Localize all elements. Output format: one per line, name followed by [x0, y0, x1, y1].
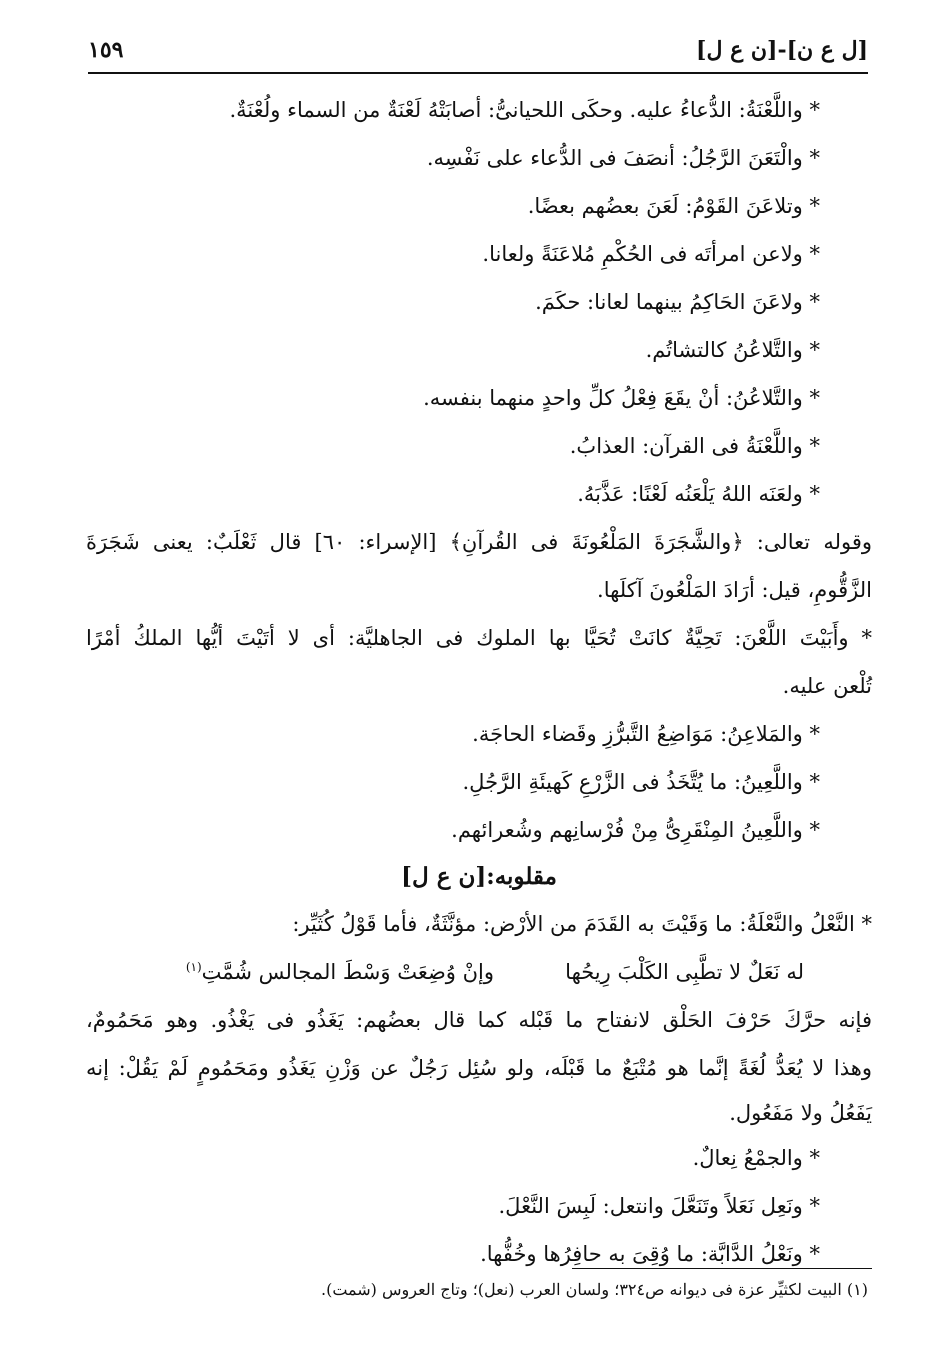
entry-line: * والْتَعَنَ الرَّجُلُ: أنصَفَ فى الدُّعاء على نَفْسِه. — [426, 146, 820, 170]
entry-line: * والتَّلاعُنُ كالتشاتُم. — [645, 338, 820, 362]
entry-line: * ولاعن امرأتَه فى الحُكْمِ مُلاعَنَةً ولعانا. — [482, 242, 820, 266]
paragraph-line: وقوله تعالى: ﴿والشَّجَرَةَ المَلْعُونَةَ فى القُرآنِ﴾ [الإسراء: ٦٠] قال ثَعْلَبٌ: يعنى شَجَرَةَ — [86, 530, 872, 554]
entry-line: * ولعَنَه اللهُ يَلْعَنُه لَعْنًا: عَذَّبَهُ. — [577, 482, 820, 506]
entry-line: * والجمْعُ نِعالٌ. — [692, 1146, 820, 1170]
paragraph-line: * وأَبَيْتَ اللَّعْنَ: تَحِيَّةٌ كانَتْ تُحَيَّا بها الملوك فى الجاهليَّة: أى لا أتَيْتَ أيُّها الملكُ أمْرًا — [86, 626, 872, 650]
paragraph-line: وهذا لا يُعَدُّ لُغَةً إنَّما هو مُتْبَعٌ ما قَبْلَه، ولو سُئِل رَجُلٌ عن وَزْنِ يَغَذُو ومَحَمُومٍ لَمْ يَقُلْ: إنه — [86, 1056, 872, 1080]
page-header — [88, 32, 868, 68]
entry-line: * ونَعْلُ الدَّابَّة: ما وُقِىَ به حافِرُها وخُفُّها. — [480, 1242, 820, 1266]
entry-line: * النَّعْلُ والنَّعْلَةُ: ما وَقَيْتَ به القَدَمَ من الأرْض: مؤنَّثَةٌ، فأما قَوْلُ كُثَيِّر: — [292, 912, 872, 936]
entry-line: * واللَّعْنَةُ فى القرآن: العذابُ. — [569, 434, 820, 458]
entry-line: * وتلاعَنَ القَوْمُ: لَعَنَ بعضُهم بعضًا. — [527, 194, 820, 218]
footnote: (١) البيت لكثيِّر عزة فى ديوانه ص٣٢٤؛ ولسان العرب (نعل)؛ وتاج العروس (شمت). — [320, 1280, 868, 1299]
entry-line: * ولاعَنَ الحَاكِمُ بينهما لعانا: حكَمَ. — [535, 290, 820, 314]
paragraph-line: تُلْعن عليه. — [782, 674, 872, 698]
verse-first-hemistich: له نَعَلٌ لا تطَّبِى الكَلْبَ رِيحُها — [565, 960, 804, 984]
entry-line: * واللَّعْنَةُ: الدُّعاءُ عليه. وحكَى اللحيانىُّ: أصابَتْهُ لَعْنَةٌ من السماء ولُعْنَةٌ. — [229, 98, 820, 122]
entry-line: * والمَلاعِنُ: مَوَاضِعُ التَّبرُّزِ وقَضاء الحاجَة. — [472, 722, 820, 746]
header-rule — [88, 72, 868, 74]
paragraph-line: فإنه حرَّكَ حَرْفَ الحَلْق لانفتاح ما قَبْله كما قال بعضُهم: يَغَذُو فى يَغْذُو. وهو مَحَمُومٌ، — [86, 1008, 872, 1032]
page-body — [86, 86, 872, 1278]
verse-second-hemistich — [186, 948, 494, 996]
entry-line: * والتَّلاعُنُ: أنْ يقَعَ فِعْلُ كلِّ واحدٍ منهما بنفسه. — [423, 386, 820, 410]
page-number: ١٥٩ — [88, 37, 124, 63]
section-title: مقلوبه:[ن ع ل] — [401, 863, 557, 890]
paragraph-line: الزَّقُّومِ، قيل: أرَادَ المَلْعُونَ آكلَها. — [597, 578, 872, 602]
paragraph-line: يَفَعُلُ ولا مَفَعُول. — [729, 1101, 872, 1125]
verse-second-text: وإنْ وُضِعَتْ وَسْطَ المجالس شُمَّتِ — [201, 960, 494, 984]
entry-line: * واللَّعِينُ: ما يُتَّخَذُ فى الزَّرْعِ كَهيئَةِ الرَّجُلِ. — [462, 770, 820, 794]
running-title: [ل ع ن]-[ن ع ل] — [696, 37, 868, 63]
footnote-marker: (١) — [185, 960, 202, 974]
entry-line: * واللَّعِينُ المِنْقَرِىُّ مِنْ فُرْسانِهم وشُعرائهم. — [451, 818, 820, 842]
footnote-rule — [572, 1268, 872, 1269]
entry-line: * ونَعِل نَعَلاً وتَنَعَّلَ وانتعل: لَبِسَ النَّعْلَ. — [498, 1194, 820, 1218]
poetry-verse — [86, 948, 872, 996]
